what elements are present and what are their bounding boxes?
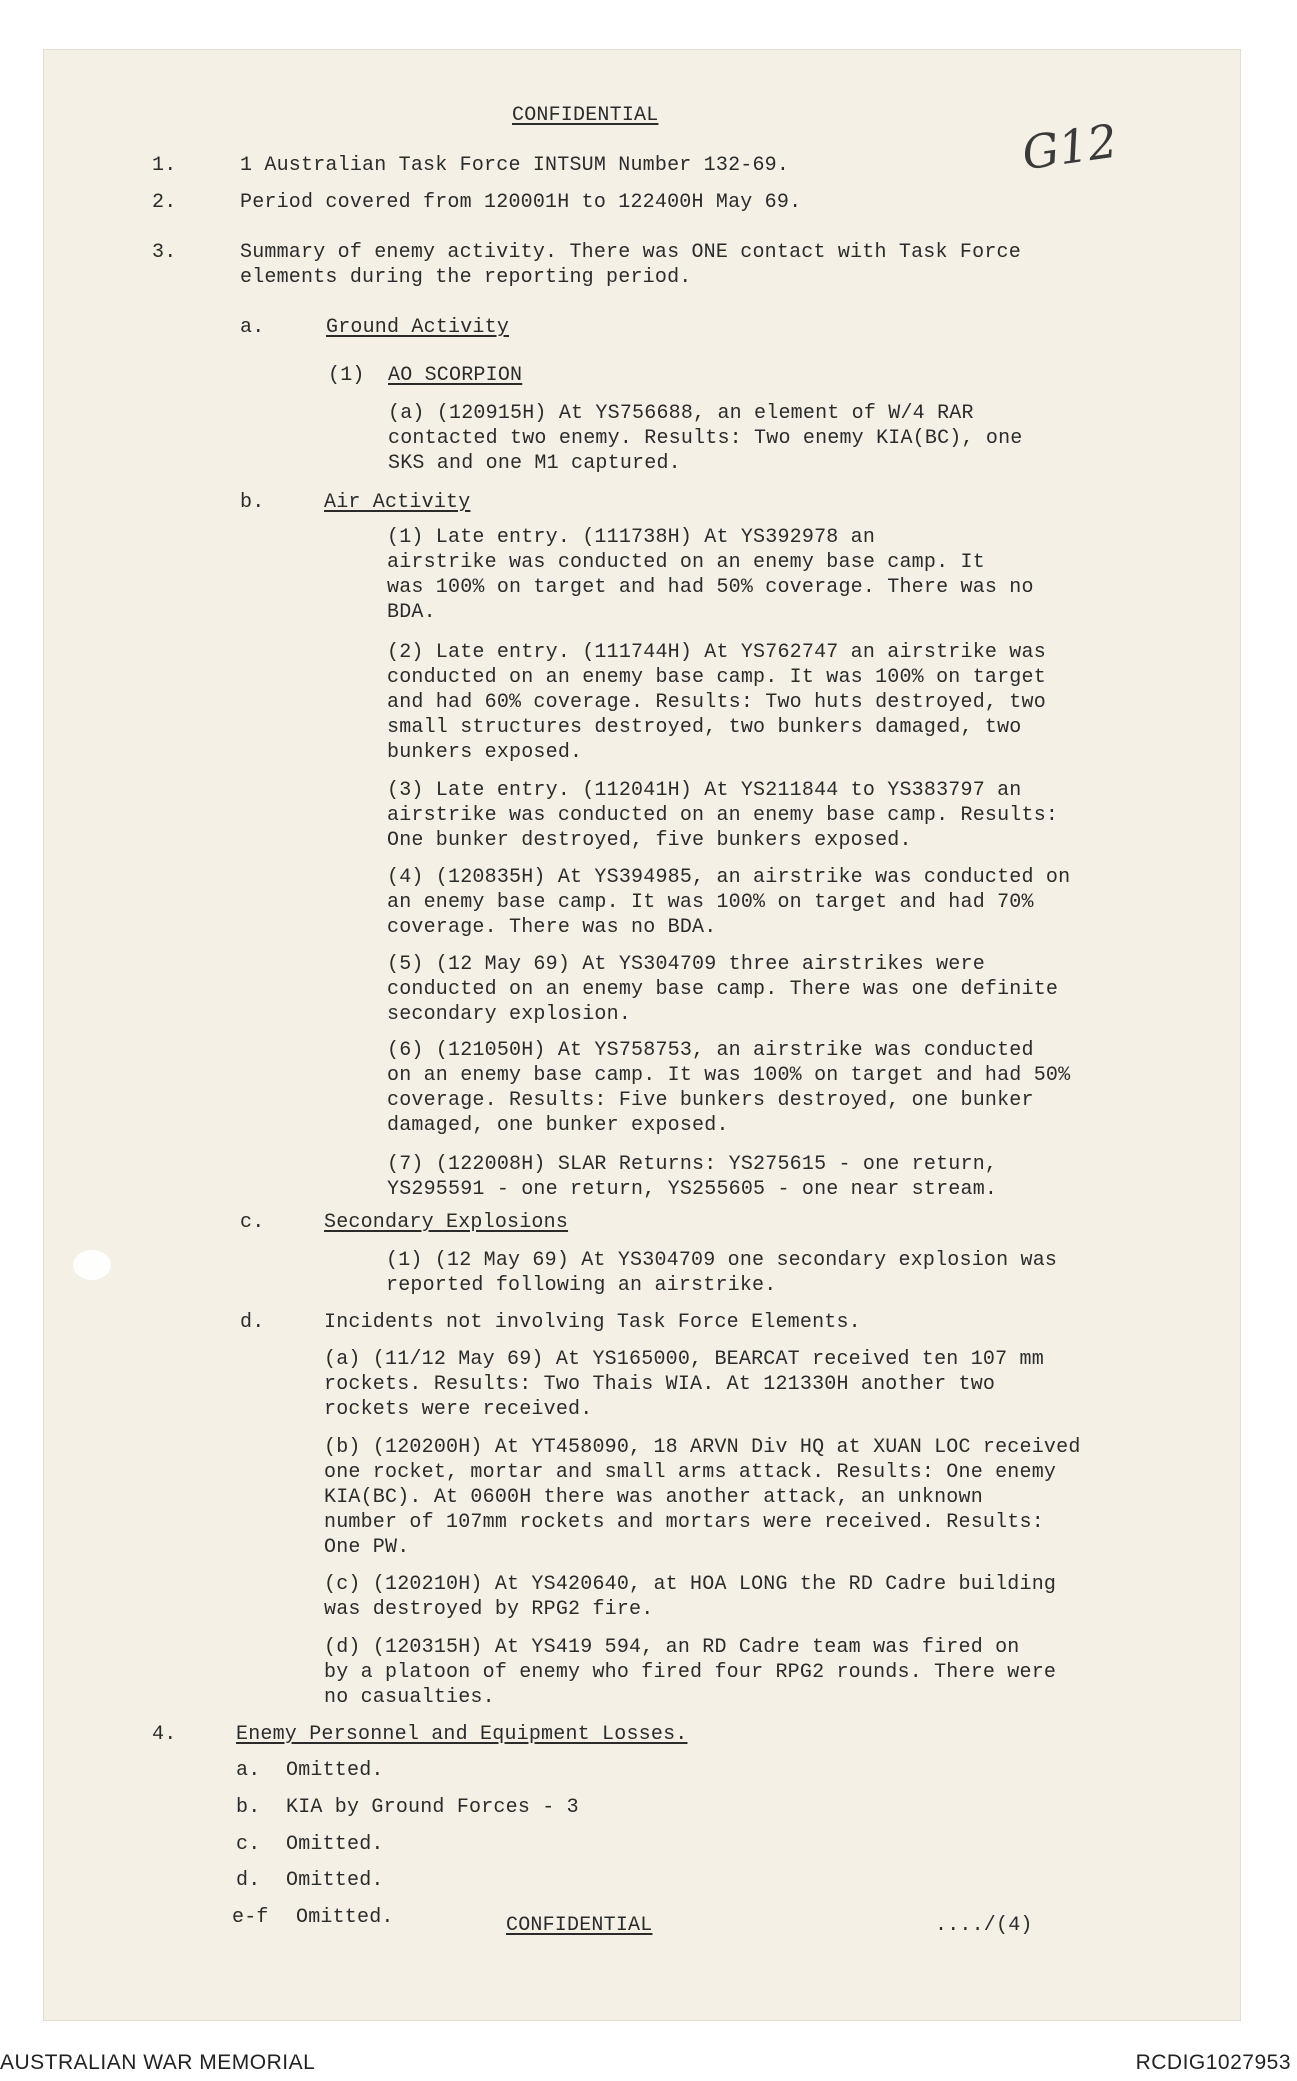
paragraph-line: (c) (120210H) At YS420640, at HOA LONG the RD Cadre building xyxy=(324,1573,1057,1596)
section-heading: Air Activity xyxy=(324,491,471,514)
archive-id: RCDIG1027953 xyxy=(1135,2051,1291,2074)
paragraph-line: (a) (120915H) At YS756688, an element of W/4 RAR xyxy=(388,402,974,425)
item-text: Period covered from 120001H to 122400H May 69. xyxy=(240,191,802,214)
paragraph-line: damaged, one bunker exposed. xyxy=(387,1114,729,1137)
paragraph-line: (5) (12 May 69) At YS304709 three airstrikes were xyxy=(387,953,985,976)
subsection-heading: AO SCORPION xyxy=(388,364,523,387)
item-number: 4. xyxy=(152,1723,177,1746)
paragraph-line: conducted on an enemy base camp. It was 100% on target xyxy=(387,666,1046,689)
section-letter: b. xyxy=(240,491,265,514)
paragraph-line: One bunker destroyed, five bunkers exposed. xyxy=(387,829,912,852)
section-letter: a. xyxy=(240,316,265,339)
paragraph-line: (1) (12 May 69) At YS304709 one secondary explosion was xyxy=(386,1249,1058,1272)
paragraph-line: bunkers exposed. xyxy=(387,741,583,764)
header-classification: CONFIDENTIAL xyxy=(512,104,659,127)
list-letter: a. xyxy=(236,1759,261,1782)
paragraph-line: an enemy base camp. It was 100% on target and had 70% xyxy=(387,891,1034,914)
list-item: Omitted. xyxy=(286,1833,384,1856)
paragraph-line: small structures destroyed, two bunkers damaged, two xyxy=(387,716,1022,739)
paragraph-line: coverage. Results: Five bunkers destroyed, one bunker xyxy=(387,1089,1034,1112)
archive-credit: AUSTRALIAN WAR MEMORIAL xyxy=(0,2051,316,2074)
paragraph-line: (7) (122008H) SLAR Returns: YS275615 - one return, xyxy=(387,1153,998,1176)
paragraph-line: one rocket, mortar and small arms attack. Results: One enemy xyxy=(324,1461,1057,1484)
paragraph-line: contacted two enemy. Results: Two enemy KIA(BC), one xyxy=(388,427,1023,450)
paragraph-line: number of 107mm rockets and mortars were received. Results: xyxy=(324,1511,1044,1534)
list-letter: b. xyxy=(236,1796,261,1819)
list-letter: d. xyxy=(236,1869,261,1892)
paragraph-line: no casualties. xyxy=(324,1686,495,1709)
paragraph-line: and had 60% coverage. Results: Two huts destroyed, two xyxy=(387,691,1046,714)
paragraph-line: was 100% on target and had 50% coverage. There was no xyxy=(387,576,1034,599)
footer-classification: CONFIDENTIAL xyxy=(506,1914,653,1937)
section-heading: Enemy Personnel and Equipment Losses. xyxy=(236,1723,688,1746)
list-item: Omitted. xyxy=(296,1906,394,1929)
paragraph-line: BDA. xyxy=(387,601,436,624)
list-letter: c. xyxy=(236,1833,261,1856)
paragraph-line: rockets were received. xyxy=(324,1398,593,1421)
paper-blemish xyxy=(73,1250,111,1280)
paragraph-line: on an enemy base camp. It was 100% on target and had 50% xyxy=(387,1064,1071,1087)
paragraph-line: rockets. Results: Two Thais WIA. At 121330H another two xyxy=(324,1373,996,1396)
paragraph-line: (d) (120315H) At YS419 594, an RD Cadre team was fired on xyxy=(324,1636,1020,1659)
paragraph-line: One PW. xyxy=(324,1536,410,1559)
paragraph-line: (4) (120835H) At YS394985, an airstrike was conducted on xyxy=(387,866,1071,889)
subsection-number: (1) xyxy=(328,364,365,387)
paragraph-line: YS295591 - one return, YS255605 - one near stream. xyxy=(387,1178,998,1201)
paragraph-line: coverage. There was no BDA. xyxy=(387,916,717,939)
paragraph-line: (a) (11/12 May 69) At YS165000, BEARCAT received ten 107 mm xyxy=(324,1348,1044,1371)
paragraph-line: conducted on an enemy base camp. There was one definite xyxy=(387,978,1059,1001)
list-item: Omitted. xyxy=(286,1869,384,1892)
list-letter: e-f xyxy=(232,1906,269,1929)
paragraph-line: airstrike was conducted on an enemy base camp. Results: xyxy=(387,804,1059,827)
item-number: 3. xyxy=(152,241,177,264)
section-letter: c. xyxy=(240,1211,265,1234)
paragraph-line: by a platoon of enemy who fired four RPG2 rounds. There were xyxy=(324,1661,1057,1684)
paragraph-line: secondary explosion. xyxy=(387,1003,632,1026)
item-number: 1. xyxy=(152,154,177,177)
paragraph-line: (1) Late entry. (111738H) At YS392978 an xyxy=(387,526,876,549)
item-text: Summary of enemy activity. There was ONE contact with Task Force xyxy=(240,241,1021,264)
paragraph-line: SKS and one M1 captured. xyxy=(388,452,681,475)
handwritten-reference: G12 xyxy=(1018,113,1121,181)
section-heading: Ground Activity xyxy=(326,316,510,339)
item-text: elements during the reporting period. xyxy=(240,266,692,289)
item-number: 2. xyxy=(152,191,177,214)
paragraph-line: (b) (120200H) At YT458090, 18 ARVN Div HQ at XUAN LOC received xyxy=(324,1436,1081,1459)
paragraph-line: (3) Late entry. (112041H) At YS211844 to YS383797 an xyxy=(387,779,1022,802)
paragraph-line: reported following an airstrike. xyxy=(386,1274,777,1297)
paragraph-line: KIA(BC). At 0600H there was another attack, an unknown xyxy=(324,1486,983,1509)
paragraph-line: airstrike was conducted on an enemy base camp. It xyxy=(387,551,985,574)
section-letter: d. xyxy=(240,1311,265,1334)
paragraph-line: (2) Late entry. (111744H) At YS762747 an airstrike was xyxy=(387,641,1046,664)
paragraph-line: (6) (121050H) At YS758753, an airstrike was conducted xyxy=(387,1039,1034,1062)
item-text: 1 Australian Task Force INTSUM Number 132-69. xyxy=(240,154,790,177)
section-heading: Incidents not involving Task Force Elements. xyxy=(324,1311,861,1334)
list-item: KIA by Ground Forces - 3 xyxy=(286,1796,579,1819)
section-heading: Secondary Explosions xyxy=(324,1211,569,1234)
continuation-marker: ..../(4) xyxy=(935,1914,1033,1937)
paragraph-line: was destroyed by RPG2 fire. xyxy=(324,1598,654,1621)
list-item: Omitted. xyxy=(286,1759,384,1782)
